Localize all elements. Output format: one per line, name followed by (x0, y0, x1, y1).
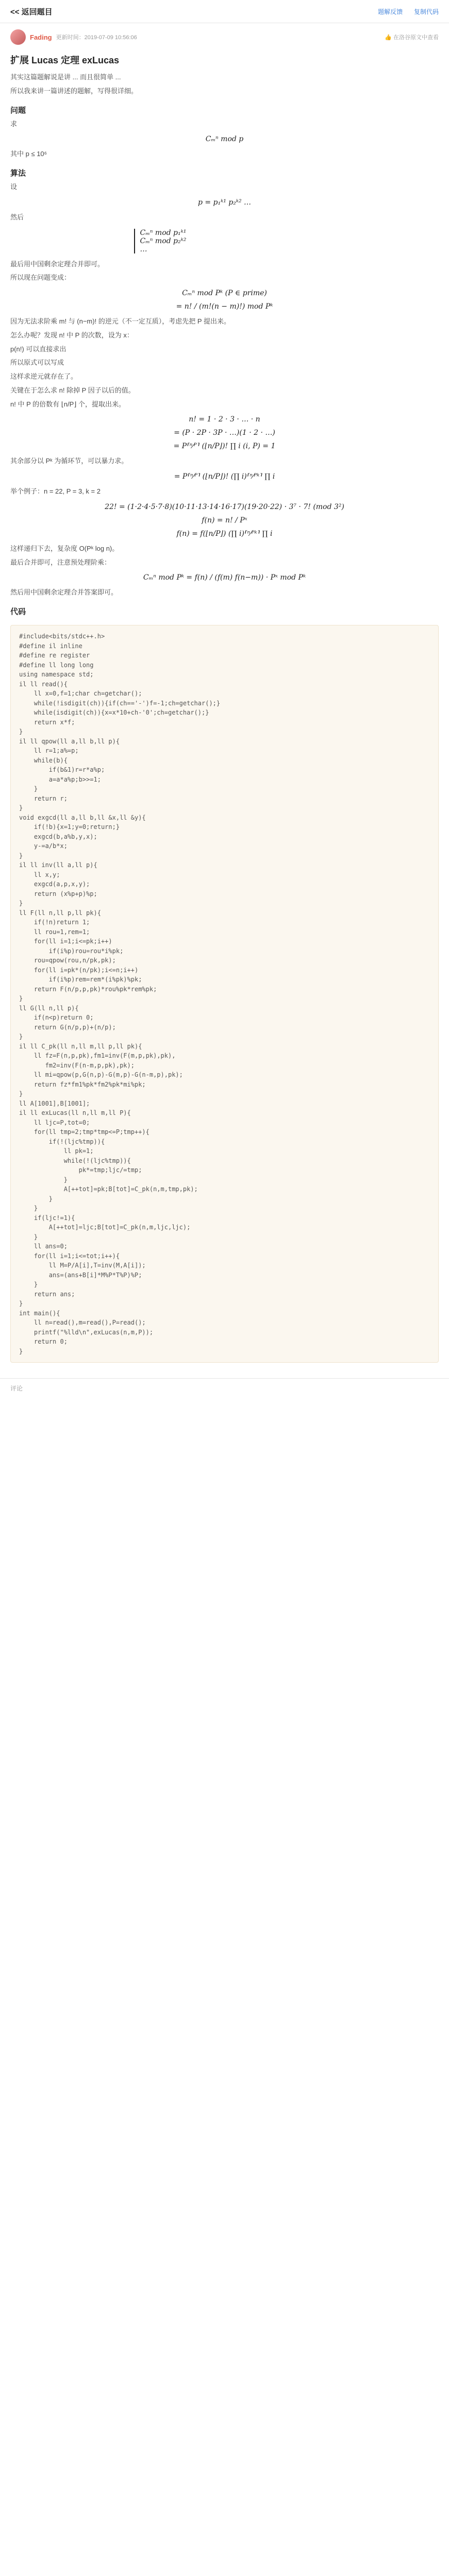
text-line: 其中 p ≤ 10⁶ (10, 150, 47, 158)
code-line: for(ll i=pk*(n/pk);i<=n;i++) (19, 966, 139, 974)
code-line: while(!isdigit(ch)){if(ch=='-')f=-1;ch=getchar();} (19, 699, 221, 707)
code-line: int main(){ (19, 1309, 60, 1317)
code-line: ll x=0,f=1;char ch=getchar(); (19, 690, 142, 697)
code-line: } (19, 900, 23, 907)
code-line: if(i%p)rou=rou*i%pk; (19, 947, 124, 955)
text-line: 所以现在问题变成： (10, 274, 71, 282)
code-line: printf("%lld\n",exLucas(n,m,P)); (19, 1328, 154, 1336)
formula: p = p₁ᵏ¹ p₂ᵏ² … (197, 198, 252, 207)
text-line: 举个例子：n = 22, P = 3, k = 2 (10, 487, 101, 495)
code-line: return ans; (19, 1290, 75, 1298)
code-line: while(!(ljc%tmp)){ (19, 1157, 131, 1164)
topbar-actions (369, 7, 439, 16)
code-line: } (19, 1281, 38, 1288)
view-original-link[interactable]: 👍 在洛谷原文中查看 (385, 35, 439, 41)
system-line: Cₘⁿ mod p₂ᵏ² (140, 236, 187, 245)
text-line: p(n!) 可以直接求出 (10, 345, 66, 353)
code-line: return F(n/p,p,pk)*rou%pk*rem%pk; (19, 985, 157, 993)
code-line: } (19, 804, 23, 811)
section-heading: 问题 (10, 106, 26, 115)
code-line: } (19, 852, 23, 859)
formula: f(n) = f(⌊n/P⌋) (∏ i)⸢ⁿ⁄ᴾᵏ⸣ ∏ i (176, 529, 273, 538)
avatar[interactable] (10, 29, 26, 45)
text-line: 因为无法求阶乘 m! 与 (n−m)! 的逆元（不一定互质），考虑先把 P 提出来。 (10, 317, 230, 325)
code-block[interactable] (10, 625, 439, 1363)
code-line: if(!(ljc%tmp)){ (19, 1138, 105, 1145)
code-line: while(b){ (19, 756, 68, 764)
code-line: if(i%p)rem=rem*(i%pk)%pk; (19, 976, 142, 983)
formula: = (P · 2P · 3P · …)(1 · 2 · …) (174, 429, 275, 437)
code-line: } (19, 1090, 23, 1097)
code-line: for(ll tmp=2;tmp*tmp<=P;tmp++){ (19, 1128, 149, 1136)
code-line: ll rou=1,rem=1; (19, 928, 90, 936)
code-line: } (19, 1205, 38, 1212)
formula: Cₘⁿ mod Pᵏ = f(n) / (f(m) f(n−m)) · Pˣ mod Pᵏ (143, 573, 306, 582)
code-line: ll r=1;a%=p; (19, 747, 79, 754)
code-line: } (19, 1195, 53, 1202)
author-row (10, 29, 439, 45)
code-line: } (19, 1347, 23, 1355)
code-line: } (19, 1233, 38, 1241)
code-line: return r; (19, 794, 68, 802)
formula: n! = 1 · 2 · 3 · … · n (189, 415, 260, 424)
code-line: #define re register (19, 652, 90, 659)
code-line: ll pk=1; (19, 1147, 94, 1155)
code-line: if(!b){x=1;y=0;return;} (19, 823, 120, 831)
code-line: ll M=P/A[i],T=inv(M,A[i]); (19, 1262, 146, 1269)
comments-footer[interactable]: 评论 (0, 1378, 449, 1398)
code-line: ll A[1001],B[1001]; (19, 1099, 90, 1107)
code-line: #define il inline (19, 642, 82, 650)
code-line: y-=a/b*x; (19, 842, 68, 850)
code-line: A[++tot]=pk;B[tot]=C_pk(n,m,tmp,pk); (19, 1185, 198, 1193)
code-line: ll mi=qpow(p,G(n,p)-G(m,p)-G(n-m,p),pk); (19, 1071, 183, 1078)
system-line: Cₘⁿ mod p₁ᵏ¹ (140, 228, 187, 237)
intro-line: 所以我来讲一篇讲述的题解，写得很详细。 (10, 87, 138, 95)
text-line: 然后 (10, 213, 24, 221)
text-line: 所以原式可以写成 (10, 359, 64, 367)
text-line: 最后合并即可，注意预处理阶乘： (10, 558, 111, 566)
text-line: n! 中 P 的倍数有 ⌊n/P⌋ 个，提取出来。 (10, 400, 125, 408)
code-line: } (19, 728, 23, 735)
text-line: 最后用中国剩余定理合并即可。 (10, 260, 105, 268)
formula: f(n) = n! / Pˣ (202, 516, 247, 524)
code-line: void exgcd(ll a,ll b,ll &x,ll &y){ (19, 814, 146, 821)
code-line: il ll inv(ll a,ll p){ (19, 861, 97, 869)
code-line: ll x,y; (19, 871, 60, 878)
code-line: ll ans=0; (19, 1243, 68, 1250)
post-title: 扩展 Lucas 定理 exLucas (10, 55, 120, 65)
code-line: exgcd(a,p,x,y); (19, 880, 90, 888)
text-line: 这样求逆元就存在了。 (10, 372, 78, 380)
text-line: 求 (10, 120, 18, 128)
code-line: if(b&1)r=r*a%p; (19, 766, 105, 773)
text-line: 这样递归下去，复杂度 O(Pᵏ log n)。 (10, 544, 119, 552)
formula: Cₘⁿ mod p (205, 135, 244, 144)
code-line: if(ljc!=1){ (19, 1214, 75, 1222)
solution-post (0, 23, 449, 1369)
code-line: il ll exLucas(ll n,ll m,ll P){ (19, 1109, 131, 1116)
code-line: } (19, 1033, 23, 1040)
code-line: A[++tot]=ljc;B[tot]=C_pk(n,m,ljc,ljc); (19, 1224, 191, 1231)
author-name[interactable]: Fading (30, 33, 52, 41)
code-line: if(!n)return 1; (19, 919, 90, 926)
copy-code-link[interactable]: 复制代码 (413, 8, 439, 15)
formula: Cₘⁿ mod Pᵏ (P ∈ prime) (182, 289, 267, 297)
code-line: return x*f; (19, 718, 75, 726)
code-line: exgcd(b,a%b,y,x); (19, 833, 97, 840)
formula: 22! = (1·2·4·5·7·8)(10·11·13·14·16·17)(19·20·22) · 3⁷ · 7! (mod 3²) (105, 502, 344, 511)
code-line: pk*=tmp;ljc/=tmp; (19, 1166, 142, 1174)
code-line: for(ll i=1;i<=tot;i++){ (19, 1252, 120, 1260)
code-line: #define ll long long (19, 661, 94, 669)
code-line: } (19, 995, 23, 1002)
code-line: ll fz=F(n,p,pk),fm1=inv(F(m,p,pk),pk), (19, 1052, 176, 1059)
system-line: … (140, 245, 147, 253)
code-line: a=a*a%p;b>>=1; (19, 775, 101, 783)
intro-line: 其实这篇题解说是讲 ... 而且很简单 ... (10, 73, 121, 81)
code-line: ll F(ll n,ll p,ll pk){ (19, 909, 101, 917)
code-line: il ll read(){ (19, 680, 68, 688)
post-meta: 更新时间：2019-07-09 10:56:06 (56, 35, 137, 41)
equation-system (134, 229, 315, 253)
text-line: 关键在于怎么求 n! 除掉 P 因子以后的值。 (10, 386, 135, 394)
formula: = P⸢ⁿ⁄ᴾ⸣ (⌊n/P⌋)! (∏ i)⸢ⁿ⁄ᴾᵏ⸣ ∏ i (174, 472, 275, 481)
code-line: using namespace std; (19, 671, 94, 678)
code-line: return (x%p+p)%p; (19, 890, 97, 897)
text-line: 怎么办呢？发现 n! 中 P 的次数，设为 x： (10, 331, 134, 339)
code-line: ll n=read(),m=read(),P=read(); (19, 1319, 146, 1326)
code-line: fm2=inv(F(n-m,p,pk),pk); (19, 1061, 135, 1069)
code-line: return fz*fm1%pk*fm2%pk*mi%pk; (19, 1080, 146, 1088)
code-line: return G(n/p,p)+(n/p); (19, 1023, 116, 1031)
section-heading: 代码 (10, 607, 26, 616)
code-line: il ll qpow(ll a,ll b,ll p){ (19, 737, 120, 745)
code-line: il ll C_pk(ll n,ll m,ll p,ll pk){ (19, 1042, 142, 1050)
code-line: while(isdigit(ch)){x=x*10+ch-'0';ch=getchar();} (19, 709, 209, 716)
text-line: 设 (10, 183, 18, 191)
code-line: } (19, 1300, 23, 1307)
code-line: if(n<p)return 0; (19, 1014, 94, 1021)
formula: = n! / (m!(n − m)!) mod Pᵏ (176, 302, 273, 311)
code-line: for(ll i=1;i<=pk;i++) (19, 938, 112, 945)
code-line: return 0; (19, 1338, 68, 1345)
code-line: } (19, 1176, 68, 1183)
code-line: ll ljc=P,tot=0; (19, 1118, 90, 1126)
code-line: #include<bits/stdc++.h> (19, 633, 105, 640)
text-line: 然后用中国剩余定理合并答案即可。 (10, 588, 118, 597)
text-line: 其余部分以 Pᵏ 为循环节，可以暴力求。 (10, 457, 128, 465)
back-link[interactable]: << 返回题目 (10, 7, 53, 16)
code-line: } (19, 785, 38, 792)
feedback-link[interactable]: 题解反馈 (378, 8, 403, 15)
top-bar (0, 0, 449, 23)
code-line: ll G(ll n,ll p){ (19, 1004, 79, 1012)
formula: = P⸢ⁿ⁄ᴾ⸣ (⌊n/P⌋)! ∏ i (i, P) = 1 (173, 442, 276, 451)
section-heading: 算法 (10, 169, 26, 178)
code-line: rou=qpow(rou,n/pk,pk); (19, 957, 116, 964)
code-line: ans=(ans+B[i]*M%P*T%P)%P; (19, 1271, 142, 1279)
